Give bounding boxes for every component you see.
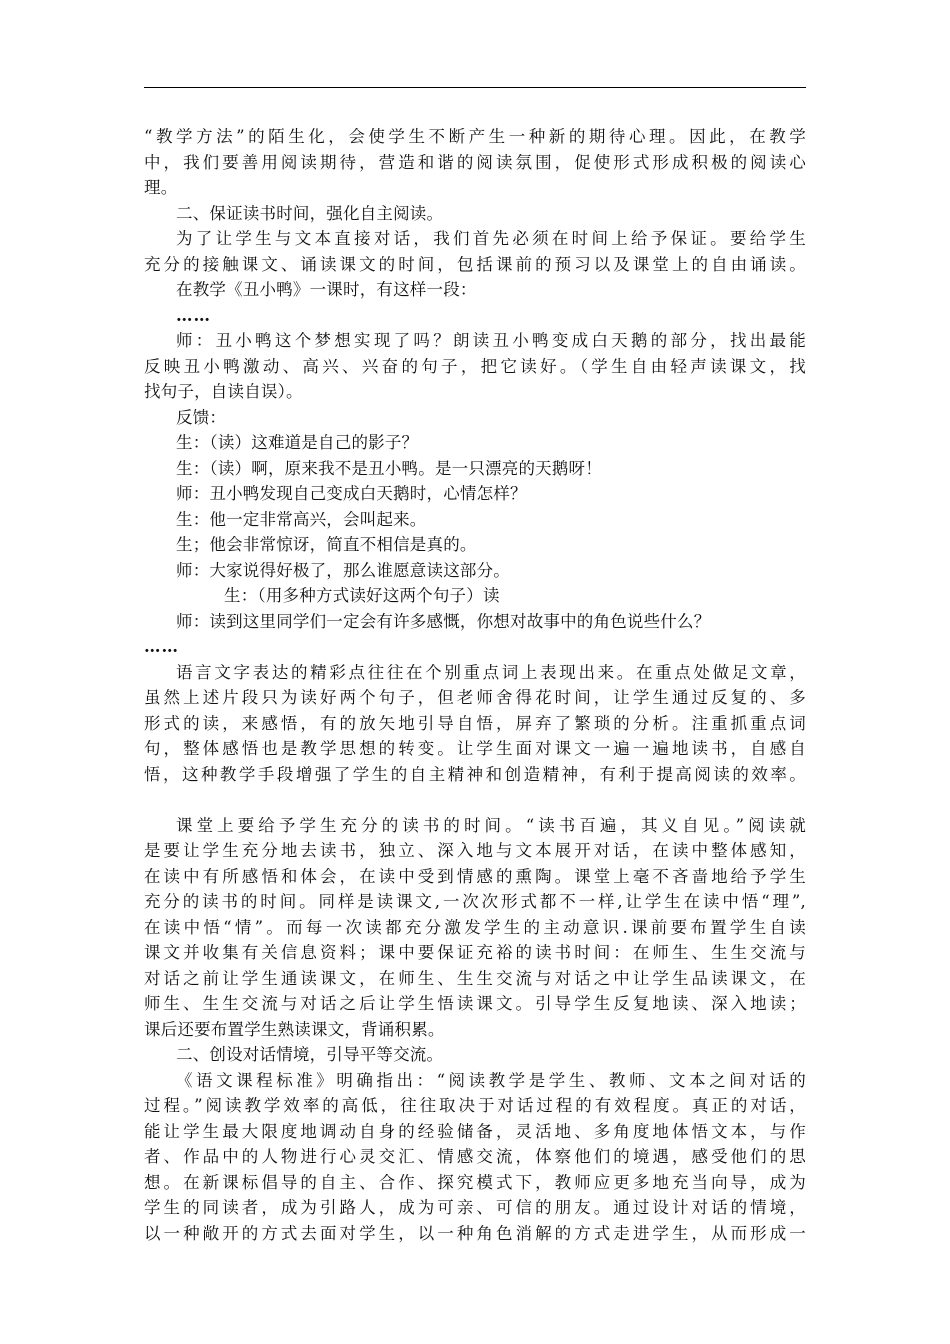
text-line: 虽然上述片段只为读好两个句子，但老师舍得花时间，让学生通过反复的、多 (144, 688, 806, 707)
text-line: 《语文课程标准》明确指出：“阅读教学是学生、教师、文本之间对话的 (176, 1070, 806, 1090)
text-line: 是要让学生充分地去读书，独立、深入地与文本展开对话，在读中整体感知， (144, 841, 806, 860)
blank-line (144, 787, 806, 813)
text-line: …… (176, 305, 211, 325)
text-line: 想。在新课标倡导的自主、合作、探究模式下，教师应更多地充当向导，成为 (144, 1172, 806, 1192)
text-line: 找句子，自读自误）。 (144, 382, 303, 401)
text-line: 生：（用多种方式读好这两个句子）读 (224, 586, 500, 605)
text-line: 师：大家说得好极了，那么谁愿意读这部分。 (176, 560, 510, 580)
text-line: 课文并收集有关信息资料；课中要保证充裕的读书时间：在师生、生生交流与 (144, 943, 806, 962)
text-line: 中，我们要善用阅读期待，营造和谐的阅读氛围，促使形式形成积极的阅读心 (144, 152, 806, 172)
text-line: 在教学《丑小鸭》一课时，有这样一段： (176, 280, 477, 299)
header-rule (144, 87, 806, 88)
text-line: 生；他会非常惊讶，简直不相信是真的。 (176, 535, 477, 554)
text-line: 充分的接触课文、诵读课文的时间，包括课前的预习以及课堂上的自由诵读。 (144, 254, 806, 274)
text-line: 以一种敞开的方式去面对学生，以一种角色消解的方式走进学生，从而形成一 (144, 1223, 806, 1243)
text-line: 形式的读，来感悟，有的放矢地引导自悟，屏弃了繁琐的分析。注重抓重点词 (144, 713, 806, 733)
text-line: 师生、生生交流与对话之后让学生悟读课文。引导学生反复地读、深入地读； (144, 994, 806, 1013)
text-line: 在读中有所感悟和体会，在读中受到情感的熏陶。课堂上毫不吝啬地给予学生 (144, 866, 806, 886)
document-body (144, 124, 806, 1246)
text-line: 师：丑小鸭发现自己变成白天鹅时，心情怎样？ (176, 484, 527, 503)
text-line: 在读中悟“情”。而每一次读都充分激发学生的主动意识.课前要布置学生自读 (144, 917, 806, 937)
text-line: 语言文字表达的精彩点往往在个别重点词上表现出来。在重点处做足文章， (176, 662, 806, 682)
text-line: 过程。”阅读教学效率的高低，往往取决于对话过程的有效程度。真正的对话， (144, 1096, 806, 1115)
text-line: 能让学生最大限度地调动自身的经验储备，灵活地、多角度地体悟文本，与作 (144, 1121, 806, 1141)
text-line: 悟，这种教学手段增强了学生的自主精神和创造精神，有利于提高阅读的效率。 (144, 764, 806, 784)
text-line: 课堂上要给予学生充分的读书的时间。“读书百遍，其义自见。”阅读就 (176, 815, 806, 835)
text-line: 者、作品中的人物进行心灵交汇、情感交流，体察他们的境遇，感受他们的思 (144, 1147, 806, 1166)
text-line: 理。 (144, 178, 178, 197)
text-line: 反馈： (176, 407, 227, 427)
text-line: …… (144, 637, 179, 656)
text-line: 生：他一定非常高兴，会叫起来。 (176, 509, 427, 529)
text-line: 对话之前让学生通读课文，在师生、生生交流与对话之中让学生品读课文，在 (144, 968, 806, 988)
text-line: 反映丑小鸭激动、高兴、兴奋的句子，把它读好。（学生自由轻声读课文，找 (144, 356, 806, 376)
text-line: 生：（读）啊，原来我不是丑小鸭。是一只漂亮的天鹅呀！ (176, 458, 602, 478)
text-line: 课后还要布置学生熟读课文，背诵积累。 (144, 1019, 445, 1039)
text-line: 句，整体感悟也是教学思想的转变。让学生面对课文一遍一遍地读书，自感自 (144, 739, 806, 758)
text-line: 师：丑小鸭这个梦想实现了吗？朗读丑小鸭变成白天鹅的部分，找出最能 (176, 331, 806, 350)
text-line: 二、创设对话情境，引导平等交流。 (176, 1045, 444, 1064)
text-line: 生：（读）这难道是自己的影子？ (176, 433, 419, 452)
text-line: 学生的同读者，成为引路人，成为可亲、可信的朋友。通过设计对话的情境， (144, 1198, 806, 1217)
text-line: “教学方法”的陌生化，会使学生不断产生一种新的期待心理。因此，在教学 (144, 127, 806, 146)
text-line: 师：读到这里同学们一定会有许多感慨，你想对故事中的角色说些什么？ (176, 611, 711, 631)
text-line: 为了让学生与文本直接对话，我们首先必须在时间上给予保证。要给学生 (176, 229, 806, 248)
text-line: 充分的读书的时间。同样是读课文,一次次形式都不一样,让学生在读中悟“理”, (144, 892, 806, 911)
text-line: 二、保证读书时间，强化自主阅读。 (176, 203, 444, 223)
